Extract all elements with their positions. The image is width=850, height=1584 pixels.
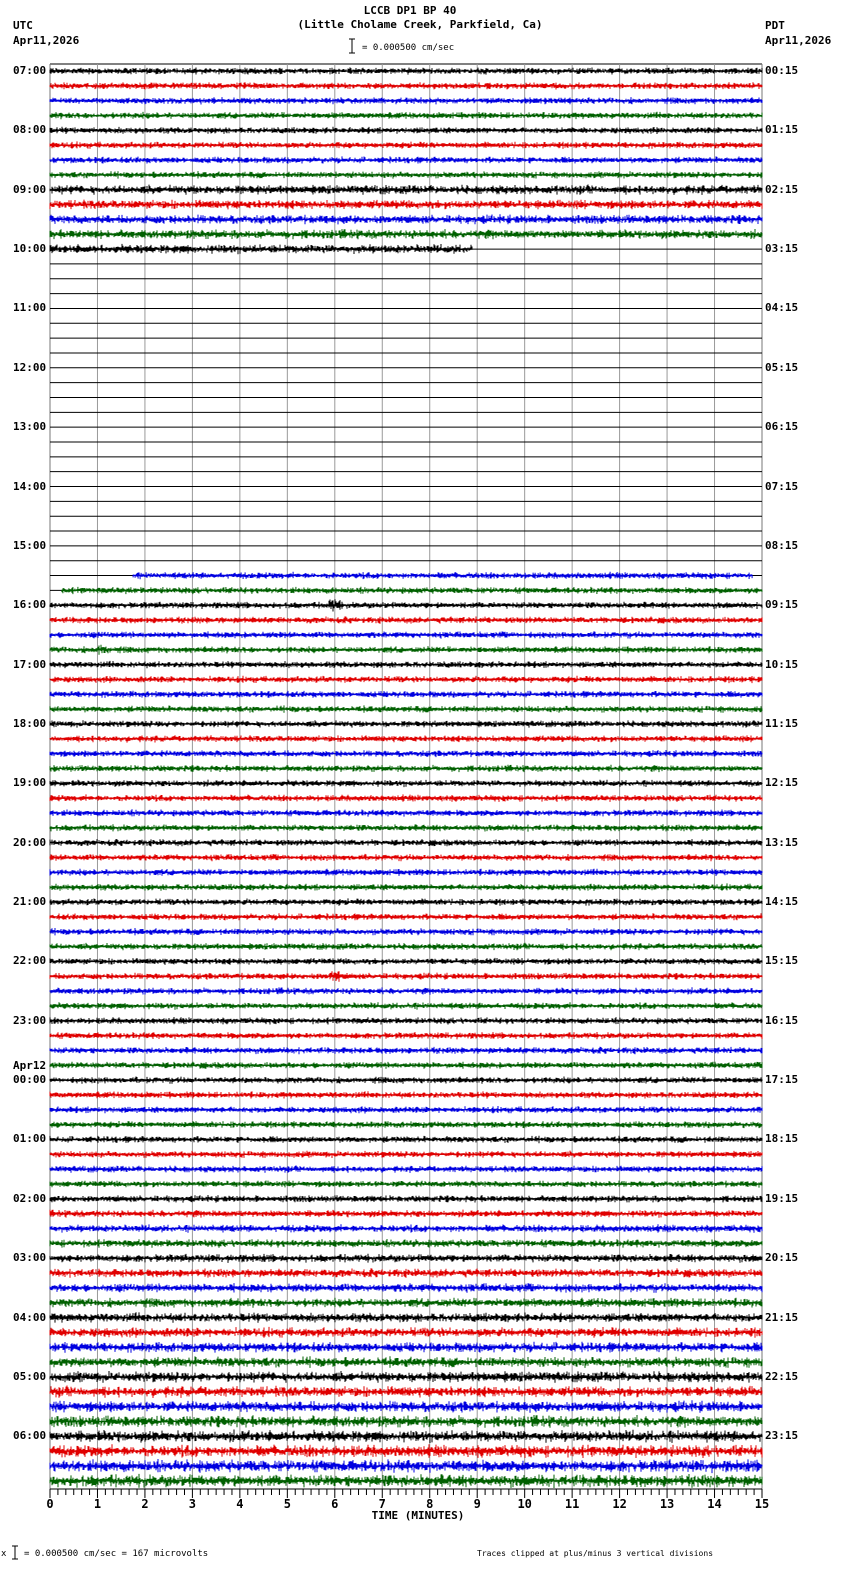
trace-row <box>50 824 762 831</box>
footer-scale-label: = 0.000500 cm/sec = 167 microvolts <box>24 1549 209 1559</box>
trace-row <box>50 1283 762 1293</box>
trace-row <box>50 854 762 861</box>
x-tick-label: 15 <box>754 1497 770 1511</box>
trace-row <box>50 1224 762 1233</box>
utc-time-label: 18:00 <box>13 716 47 730</box>
utc-time-label: 11:00 <box>13 301 47 315</box>
trace-row <box>50 735 762 742</box>
trace-row <box>50 1032 762 1039</box>
trace-row <box>50 913 762 920</box>
trace-row <box>50 1327 762 1338</box>
pdt-time-label: 10:15 <box>765 657 799 671</box>
x-tick-label: 3 <box>188 1497 197 1511</box>
pdt-time-label: 05:15 <box>765 360 799 374</box>
pdt-time-label: 12:15 <box>765 776 799 790</box>
pdt-time-label: 16:15 <box>765 1013 799 1027</box>
trace-row <box>50 1239 762 1248</box>
trace-row <box>50 987 762 994</box>
pdt-time-label: 13:15 <box>765 835 799 849</box>
utc-time-label: 21:00 <box>13 895 47 909</box>
utc-time-label: 04:00 <box>13 1310 47 1324</box>
trace-row <box>50 127 762 134</box>
clip-note: Traces clipped at plus/minus 3 vertical divisions <box>477 1549 714 1558</box>
x-tick-label: 10 <box>517 1497 532 1511</box>
trace-row <box>50 1062 762 1069</box>
pdt-time-label: 18:15 <box>765 1132 799 1146</box>
pdt-time-label: 17:15 <box>765 1073 799 1087</box>
trace-row <box>50 185 762 195</box>
x-tick-label: 1 <box>93 1497 102 1511</box>
pdt-time-label: 00:15 <box>765 64 799 77</box>
pdt-time-label: 08:15 <box>765 538 799 552</box>
trace-row <box>50 82 762 89</box>
left-timezone: UTC <box>13 19 33 32</box>
trace-row <box>50 958 762 965</box>
pdt-time-label: 02:15 <box>765 182 799 196</box>
trace-row <box>50 1002 762 1010</box>
trace-row <box>50 691 762 698</box>
utc-time-label: 13:00 <box>13 420 47 434</box>
trace-row <box>50 780 762 788</box>
trace-row <box>50 171 762 179</box>
pdt-time-label: 20:15 <box>765 1251 799 1265</box>
utc-time-label: 07:00 <box>13 64 47 77</box>
x-tick-label: 0 <box>46 1497 54 1511</box>
pdt-time-label: 15:15 <box>765 954 799 968</box>
trace-row <box>50 928 762 935</box>
trace-row <box>50 112 762 119</box>
pdt-time-label: 14:15 <box>765 895 799 909</box>
trace-row <box>50 616 762 623</box>
trace-row <box>50 1091 762 1098</box>
trace-row <box>50 214 762 224</box>
trace-row <box>50 1415 762 1428</box>
x-tick-label: 12 <box>612 1497 627 1511</box>
trace-row <box>50 1210 762 1218</box>
trace-row <box>50 97 762 104</box>
trace-row <box>50 631 762 638</box>
trace-row <box>50 1047 762 1054</box>
trace-row <box>50 1165 762 1173</box>
pdt-time-label: 19:15 <box>765 1191 799 1205</box>
pdt-time-label: 23:15 <box>765 1429 799 1443</box>
utc-time-label: 08:00 <box>13 123 47 137</box>
trace-row <box>50 156 762 163</box>
utc-time-label: 03:00 <box>13 1251 47 1265</box>
utc-time-label: 05:00 <box>13 1369 47 1383</box>
right-timezone: PDT <box>765 19 785 32</box>
x-tick-label: 5 <box>283 1497 291 1511</box>
trace-row <box>50 661 762 668</box>
pdt-time-label: 21:15 <box>765 1310 799 1324</box>
trace-row <box>50 1386 762 1399</box>
trace-row <box>50 839 762 846</box>
utc-time-label: 12:00 <box>13 360 47 374</box>
trace-row <box>50 244 472 254</box>
utc-time-label: 00:00 <box>13 1073 47 1087</box>
trace-row <box>50 809 762 817</box>
right-date: Apr11,2026 <box>765 34 832 47</box>
utc-time-label: 19:00 <box>13 776 47 790</box>
trace-row <box>50 705 762 712</box>
trace-row <box>50 1181 762 1188</box>
trace-row <box>50 720 762 727</box>
utc-time-label: 01:00 <box>13 1132 47 1146</box>
x-tick-label: 2 <box>141 1497 149 1511</box>
pdt-time-label: 22:15 <box>765 1369 799 1383</box>
utc-time-label: 17:00 <box>13 657 47 671</box>
trace-row <box>50 1342 762 1353</box>
trace-row <box>50 794 762 802</box>
x-tick-label: 14 <box>707 1497 722 1511</box>
trace-row <box>50 1356 762 1368</box>
trace-row <box>50 1312 762 1322</box>
trace-row <box>50 1195 762 1203</box>
x-tick-label: 13 <box>659 1497 675 1511</box>
trace-row <box>50 645 762 655</box>
trace-row <box>50 750 762 757</box>
x-tick-label: 4 <box>236 1497 244 1511</box>
trace-row <box>50 1121 762 1128</box>
pdt-time-label: 06:15 <box>765 420 799 434</box>
x-tick-label: 6 <box>331 1497 339 1511</box>
trace-row <box>50 869 762 876</box>
trace-row <box>50 1400 762 1413</box>
footer-scale-prefix: x <box>1 1549 7 1559</box>
x-tick-label: 9 <box>473 1497 481 1511</box>
utc-time-label: 15:00 <box>13 538 47 552</box>
pdt-time-label: 07:15 <box>765 479 799 493</box>
trace-row <box>50 943 762 951</box>
trace-row <box>50 1444 762 1458</box>
trace-row <box>133 572 752 580</box>
pdt-time-label: 01:15 <box>765 123 799 137</box>
left-date: Apr11,2026 <box>13 34 80 47</box>
trace-row <box>50 1474 762 1488</box>
scale-label: = 0.000500 cm/sec <box>362 43 455 53</box>
trace-row <box>50 1268 762 1278</box>
x-tick-label: 7 <box>378 1497 386 1511</box>
trace-row <box>50 67 762 74</box>
utc-time-label: 22:00 <box>13 954 47 968</box>
pdt-time-label: 09:15 <box>765 598 799 612</box>
trace-row <box>50 1430 762 1444</box>
pdt-time-label: 11:15 <box>765 716 799 730</box>
utc-time-label: 10:00 <box>13 242 47 256</box>
pdt-time-label: 04:15 <box>765 301 799 315</box>
utc-time-label: 09:00 <box>13 182 47 196</box>
trace-row <box>50 883 762 891</box>
trace-row <box>50 898 762 905</box>
utc-time-label: 14:00 <box>13 479 47 493</box>
utc-date-label: Apr12 <box>13 1059 47 1073</box>
utc-time-label: 02:00 <box>13 1191 47 1205</box>
utc-time-label: 20:00 <box>13 835 47 849</box>
utc-time-label: 16:00 <box>13 598 47 612</box>
trace-row <box>50 1151 762 1158</box>
trace-row <box>50 1017 762 1025</box>
chart-subtitle: (Little Cholame Creek, Parkfield, Ca) <box>297 18 543 31</box>
trace-row <box>50 676 762 683</box>
trace-row <box>50 1077 762 1084</box>
trace-row <box>50 200 762 210</box>
trace-row <box>50 141 762 149</box>
utc-time-label: 06:00 <box>13 1429 47 1443</box>
trace-row <box>50 1298 762 1308</box>
trace-row <box>50 1106 762 1114</box>
pdt-time-label: 03:15 <box>765 242 799 256</box>
x-tick-label: 8 <box>426 1497 434 1511</box>
trace-row <box>50 1254 762 1263</box>
x-tick-label: 11 <box>564 1497 580 1511</box>
chart-title: LCCB DP1 BP 40 <box>363 4 457 17</box>
trace-row <box>50 1136 762 1144</box>
x-axis-label: TIME (MINUTES) <box>371 1509 465 1522</box>
trace-row <box>50 765 762 772</box>
trace-row <box>50 1371 762 1383</box>
trace-row <box>50 229 762 239</box>
trace-row <box>62 587 762 594</box>
trace-row <box>50 599 762 611</box>
trace-row <box>50 1459 762 1473</box>
utc-time-label: 23:00 <box>13 1013 47 1027</box>
trace-row <box>50 971 762 982</box>
